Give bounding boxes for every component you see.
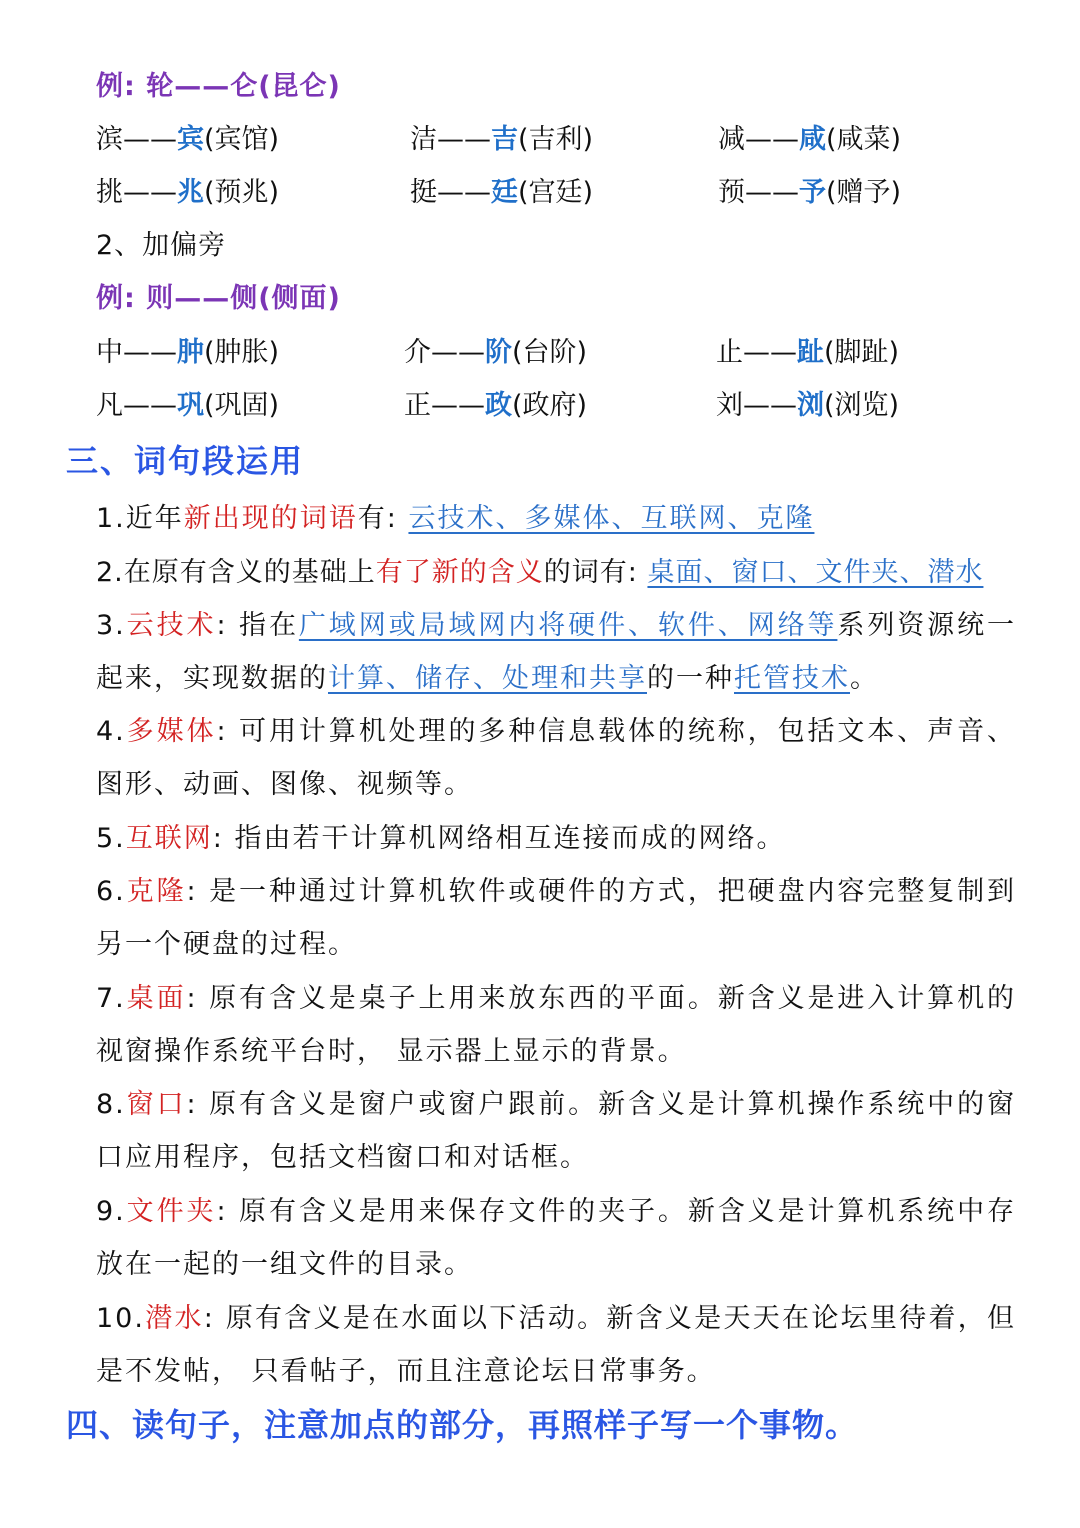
item-9: 9.文件夹: 原有含义是用来保存文件的夹子。新含义是计算机系统中存放在一起的一组文件的目录。	[96, 1196, 1017, 1280]
pair-item: 预——予(赠予)	[718, 177, 902, 208]
item-8: 8.窗口: 原有含义是窗户或窗户跟前。新含义是计算机操作系统中的窗口应用程序，包括文档窗口和对话框。	[96, 1089, 1017, 1173]
section-title-4: 四、读句子，注意加点的部分，再照样子写一个事物。	[66, 1406, 859, 1444]
item-1: 1.近年新出现的词语有: 云技术、多媒体、互联网、克隆	[96, 503, 815, 534]
item-3: 3.云技术: 指在广域网或局域网内将硬件、软件、网络等系列资源统一起来，实现数据的计算、储存、处理和共享的一种托管技术。	[96, 610, 1017, 694]
item-10: 10.潜水: 原有含义是在水面以下活动。新含义是天天在论坛里待着，但是不发帖， 只看帖子，而且注意论坛日常事务。	[96, 1303, 1016, 1387]
pair-item: 止——趾(脚趾)	[716, 337, 900, 368]
section-title-3: 三、词句段运用	[66, 442, 305, 480]
pair-item: 减——咸(咸菜)	[718, 124, 902, 155]
pair-item: 中——肿(肿胀)	[96, 337, 280, 368]
example-line-2: 例: 则——侧(侧面)	[96, 283, 341, 314]
example-line-1: 例: 轮——仑(昆仑)	[96, 71, 341, 102]
item-6: 6.克隆: 是一种通过计算机软件或硬件的方式，把硬盘内容完整复制到另一个硬盘的过程。	[96, 876, 1017, 960]
pair-item: 介——阶(台阶)	[404, 337, 588, 368]
pair-item: 刘——浏(浏览)	[716, 390, 900, 421]
item-4: 4.多媒体: 可用计算机处理的多种信息载体的统称，包括文本、声音、图形、动画、图像、视频等。	[96, 716, 1017, 800]
pair-item: 洁——吉(吉利)	[410, 124, 594, 155]
pair-item: 挺——廷(宫廷)	[410, 177, 594, 208]
item-7: 7.桌面: 原有含义是桌子上用来放东西的平面。新含义是进入计算机的视窗操作系统平台时， 显示器上显示的背景。	[96, 983, 1017, 1067]
pair-item: 正——政(政府)	[404, 390, 588, 421]
pair-item: 凡——巩(巩固)	[96, 390, 280, 421]
item-2: 2.在原有含义的基础上有了新的含义的词有: 桌面、窗口、文件夹、潜水	[96, 557, 984, 588]
subheading-add-radical: 2、加偏旁	[96, 230, 227, 261]
pair-item: 滨——宾(宾馆)	[96, 124, 280, 155]
item-5: 5.互联网: 指由若干计算机网络相互连接而成的网络。	[96, 823, 786, 854]
pair-item: 挑——兆(预兆)	[96, 177, 280, 208]
